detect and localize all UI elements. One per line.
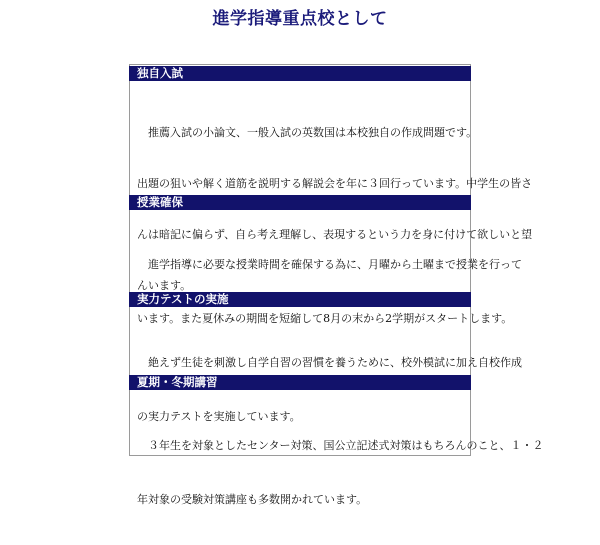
section-heading: 独自入試 bbox=[129, 66, 471, 81]
text-line: 進学指導に必要な授業時間を確保する為に、月曜から土曜まで授業を行って bbox=[137, 258, 522, 271]
text-line: ３年生を対象としたセンター対策、国公立記述式対策はもちろんのこと、１・２ bbox=[137, 439, 544, 452]
text-line: 出題の狙いや解く道筋を説明する解説会を年に３回行っています。中学生の皆さ bbox=[137, 177, 533, 190]
text-line: 年対象の受験対策講座も多数開かれています。 bbox=[137, 493, 368, 506]
text-line: んは暗記に偏らず、自ら考え理解し、表現するという力を身に付けて欲しいと望 bbox=[137, 228, 533, 241]
text-line: います。また夏休みの期間を短縮して8月の末から2学期がスタートします。 bbox=[137, 312, 513, 325]
text-line: んいます。 bbox=[137, 279, 192, 292]
page-title: 進学指導重点校として bbox=[212, 9, 388, 29]
section-heading: 夏期・冬期講習 bbox=[129, 375, 471, 390]
section-kaki-toki-koshu bbox=[129, 375, 544, 545]
section-heading: 実力テストの実施 bbox=[129, 292, 471, 307]
text-line: 絶えず生徒を刺激し自学自習の習慣を養うために、校外模試に加え自校作成 bbox=[137, 356, 522, 369]
text-line: の実力テストを実施しています。 bbox=[137, 410, 301, 423]
section-text bbox=[129, 390, 544, 545]
text-line: 推薦入試の小論文、一般入試の英数国は本校独自の作成問題です。 bbox=[137, 126, 478, 139]
section-heading: 授業確保 bbox=[129, 195, 471, 210]
